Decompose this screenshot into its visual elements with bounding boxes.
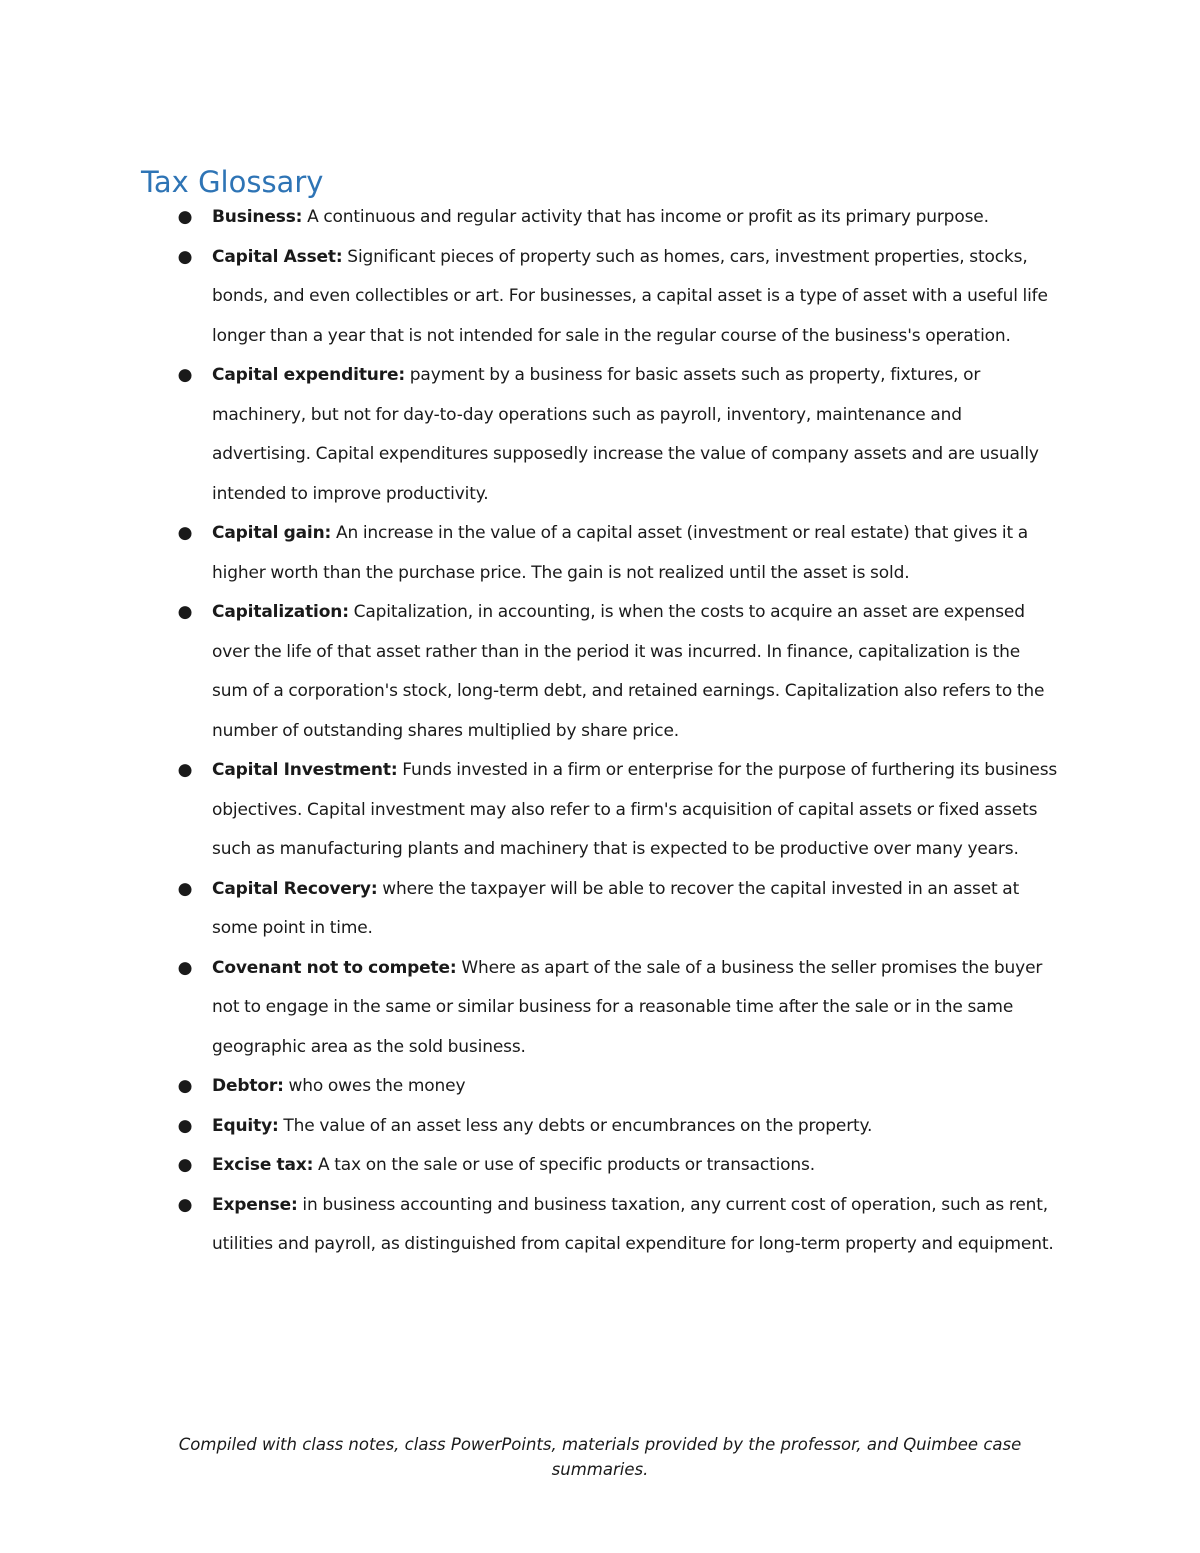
glossary-item-capital-investment — [177, 751, 1060, 870]
bullet-icon: ● — [177, 523, 193, 543]
term-definition: payment by a business for basic assets such as property, fixtures, or machinery, but not for day-to-day operations such as payroll, inventory, maintenance and advertising. Capital expenditures supposedly increase the value of company assets and are usually intended to improve productivity. — [212, 365, 1039, 504]
page-footer: Compiled with class notes, class PowerPoints, materials provided by the professor, and Quimbee case summaries. — [178, 1435, 1022, 1479]
page-title: Tax Glossary — [141, 165, 324, 199]
bullet-icon: ● — [177, 760, 193, 780]
term-name: Expense: — [212, 1194, 298, 1215]
bullet-icon: ● — [177, 1076, 193, 1096]
term-name: Equity: — [212, 1115, 279, 1136]
term-name: Business: — [212, 207, 303, 227]
term-name: Capital Recovery: — [212, 878, 378, 899]
term-definition: The value of an asset less any debts or encumbrances on the property. — [278, 1115, 873, 1136]
bullet-icon: ● — [177, 878, 193, 899]
bullet-icon: ● — [177, 957, 193, 978]
term-definition: Significant pieces of property such as homes, cars, investment properties, stocks, bonds, and even collectibles or art. For businesses, a capital asset is a type of asset with a useful life longer than a year that is not intended for sale in the regular course of the business's operation. — [212, 246, 1048, 346]
glossary-item-business — [177, 198, 1060, 238]
term-definition: in business accounting and business taxation, any current cost of operation, such as rent, utilities and payroll, as distinguished from capital expenditure for long-term property and equipment. — [212, 1194, 1054, 1254]
term-definition: Capitalization, in accounting, is when the costs to acquire an asset are expensed over the life of that asset rather than in the period it was incurred. In finance, capitalization is the sum of a corporation's stock, long-term debt, and retained earnings. Capitalization also refers to the number of outstanding shares multiplied by share price. — [212, 602, 1045, 741]
term-name: Capital expenditure: — [212, 365, 406, 385]
bullet-icon: ● — [177, 207, 193, 227]
glossary-item-covenant-not-to-compete — [177, 949, 1060, 1068]
bullet-icon: ● — [177, 1194, 193, 1215]
term-definition: Where as apart of the sale of a business the seller promises the buyer not to engage in the same or similar business for a reasonable time after the sale or in the same geographic area as the sold business. — [212, 957, 1043, 1057]
term-name: Capital gain: — [212, 523, 332, 543]
term-name: Excise tax: — [212, 1155, 314, 1175]
glossary-item-excise-tax — [177, 1146, 1060, 1186]
bullet-icon: ● — [177, 1115, 193, 1136]
glossary-item-equity — [177, 1107, 1060, 1147]
term-name: Capital Asset: — [212, 246, 343, 267]
glossary-item-capital-gain — [177, 514, 1060, 593]
glossary-item-capital-recovery — [177, 870, 1060, 949]
term-name: Debtor: — [212, 1076, 284, 1096]
glossary-list — [177, 198, 1060, 1265]
term-name: Capital Investment: — [212, 760, 398, 780]
glossary-item-capital-asset — [177, 238, 1060, 357]
term-definition: where the taxpayer will be able to recover the capital invested in an asset at some point in time. — [212, 878, 1020, 938]
bullet-icon: ● — [177, 602, 193, 622]
term-name: Capitalization: — [212, 602, 349, 622]
glossary-item-expense — [177, 1186, 1060, 1265]
glossary-item-capital-expenditure — [177, 356, 1060, 514]
bullet-icon: ● — [177, 1155, 193, 1175]
term-name: Covenant not to compete: — [212, 957, 457, 978]
term-definition: A continuous and regular activity that has income or profit as its primary purpose. — [302, 207, 989, 227]
term-definition: A tax on the sale or use of specific products or transactions. — [313, 1155, 815, 1175]
term-definition: Funds invested in a firm or enterprise for the purpose of furthering its business objectives. Capital investment may also refer to a firm's acquisition of capital assets or fixed assets such as manufacturing plants and machinery that is expected to be productive over many years. — [212, 760, 1058, 859]
term-definition: who owes the money — [283, 1076, 466, 1096]
term-definition: An increase in the value of a capital asset (investment or real estate) that gives it a higher worth than the purchase price. The gain is not realized until the asset is sold. — [212, 523, 1029, 583]
bullet-icon: ● — [177, 365, 193, 385]
glossary-item-debtor — [177, 1067, 1060, 1107]
bullet-icon: ● — [177, 246, 193, 267]
glossary-item-capitalization — [177, 593, 1060, 751]
